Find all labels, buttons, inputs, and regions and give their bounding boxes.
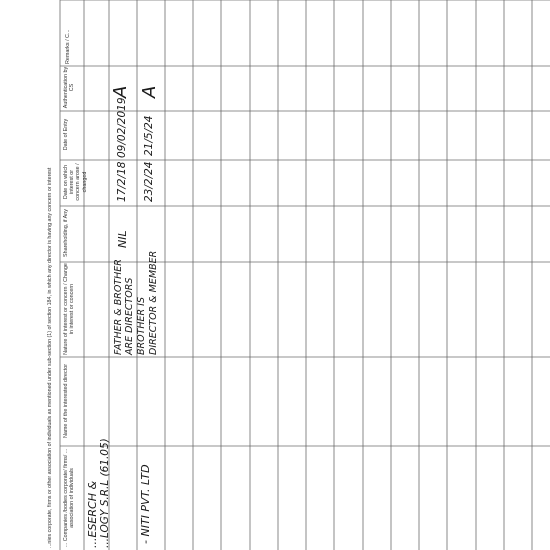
row1-nature-line1: FATHER & BROTHER bbox=[113, 259, 124, 355]
row2-nature-line1: BROTHER IS bbox=[136, 297, 147, 355]
header-authentication: Authentication by CS bbox=[63, 66, 76, 109]
row1-authentication-signature: A bbox=[110, 85, 131, 98]
header-interested-director: Name of the interested director bbox=[63, 364, 69, 439]
row2-date-entry: 21/5/24 bbox=[143, 115, 155, 156]
header-company: ... Companies /bodies corporate/ firms/ ... association of individuals bbox=[63, 448, 76, 548]
row1-company-line1: ...ESERCH & bbox=[86, 480, 99, 548]
register-caption: ...nies corporate, firms or other association of individuals as mentioned under sub-section (1) of section 184, in which any director is having any concern or interest bbox=[47, 167, 53, 548]
row2-authentication-signature: A bbox=[139, 85, 160, 98]
row1-date-interest: 17/2/18 bbox=[116, 161, 128, 202]
row2-date-interest: 23/2/24 bbox=[143, 161, 155, 202]
header-nature-of-interest: Nature of interest or concern / Change in interest or concern bbox=[63, 263, 76, 355]
row2-company: - NITI PVT. LTD bbox=[139, 464, 152, 544]
row2-nature-line2: DIRECTOR & MEMBER bbox=[148, 250, 159, 355]
row1-nature-line2: ARE DIRECTORS bbox=[124, 277, 135, 355]
header-remarks: Remarks / C... bbox=[65, 29, 71, 64]
header-date-interest: Date on which interest or concern arose / changed bbox=[63, 163, 88, 201]
row1-date-entry: 09/02/2019 bbox=[116, 97, 128, 158]
row1-shareholding: NIL bbox=[116, 230, 129, 248]
header-date-of-entry: Date of Entry bbox=[63, 118, 69, 151]
row1-company-line2: ...LOGY S.R.L (61.05) bbox=[99, 438, 111, 548]
header-shareholding: Shareholding, if Any bbox=[63, 209, 69, 257]
